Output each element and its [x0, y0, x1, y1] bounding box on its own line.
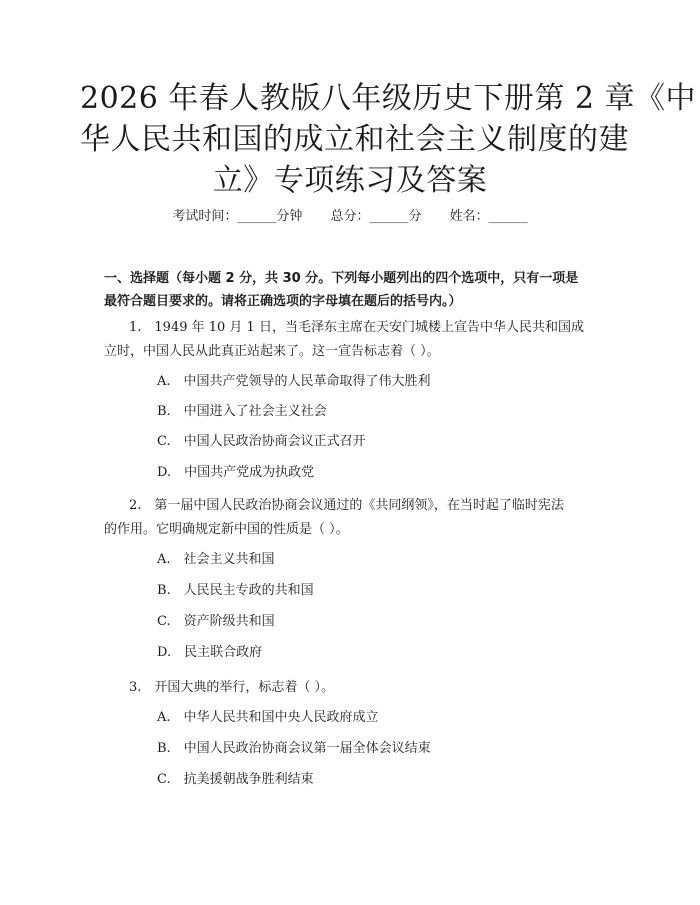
question-1-line-2: 立时，中国人民从此真正站起来了。这一宣告标志着（ ）。	[104, 344, 440, 359]
question-2-option-c: C. 资产阶级共和国	[157, 614, 275, 629]
question-2-line-2: 的作用。它明确规定新中国的性质是（ ）。	[104, 522, 349, 537]
question-2-line-1: 2. 第一届中国人民政治协商会议通过的《共同纲领》，在当时起了临时宪法	[129, 498, 564, 513]
section-heading-line-2: 最符合题目要求的。请将正确选项的字母填在题后的括号内。）	[104, 294, 462, 309]
question-2-option-b: B. 人民民主专政的共和国	[157, 583, 314, 598]
title-line-2: 华人民共和国的成立和社会主义制度的建	[80, 122, 629, 157]
exam-info-line	[0, 205, 700, 224]
question-1-stem	[104, 316, 604, 364]
question-1-option-b: B. 中国进入了社会主义社会	[157, 404, 327, 419]
question-1-option-a: A. 中国共产党领导的人民革命取得了伟大胜利	[157, 374, 431, 389]
question-1-line-1: 1. 1949 年 10 月 1 日，当毛泽东主席在天安门城楼上宣告中华人民共和国成	[129, 320, 584, 335]
question-3-line-1: 3. 开国大典的举行，标志着（ ）。	[129, 680, 335, 695]
question-3-stem	[104, 676, 604, 700]
title-line-3: 立》专项练习及答案	[212, 163, 488, 198]
exam-time: 考试时间：______分钟	[172, 209, 303, 224]
section-heading-line-1: 一、选择题（每小题 2 分，共 30 分。下列每小题列出的四个选项中，只有一项是	[104, 271, 579, 286]
question-1-option-c: C. 中国人民政治协商会议正式召开	[157, 434, 366, 449]
question-3-option-a: A. 中华人民共和国中央人民政府成立	[157, 710, 379, 725]
student-name: 姓名：______	[449, 209, 528, 224]
question-3-option-c: C. 抗美援朝战争胜利结束	[157, 772, 314, 787]
question-2-option-a: A. 社会主义共和国	[157, 552, 275, 567]
question-3-option-b: B. 中国人民政治协商会议第一届全体会议结束	[157, 741, 431, 756]
total-score: 总分：______分	[330, 209, 422, 224]
document-title	[80, 78, 697, 201]
question-2-option-d: D. 民主联合政府	[157, 645, 263, 660]
title-line-1: 2026 年春人教版八年级历史下册第 2 章《中	[80, 81, 697, 116]
question-2-stem	[104, 494, 604, 542]
section-heading	[104, 267, 604, 313]
question-1-option-d: D. 中国共产党成为执政党	[157, 465, 315, 480]
